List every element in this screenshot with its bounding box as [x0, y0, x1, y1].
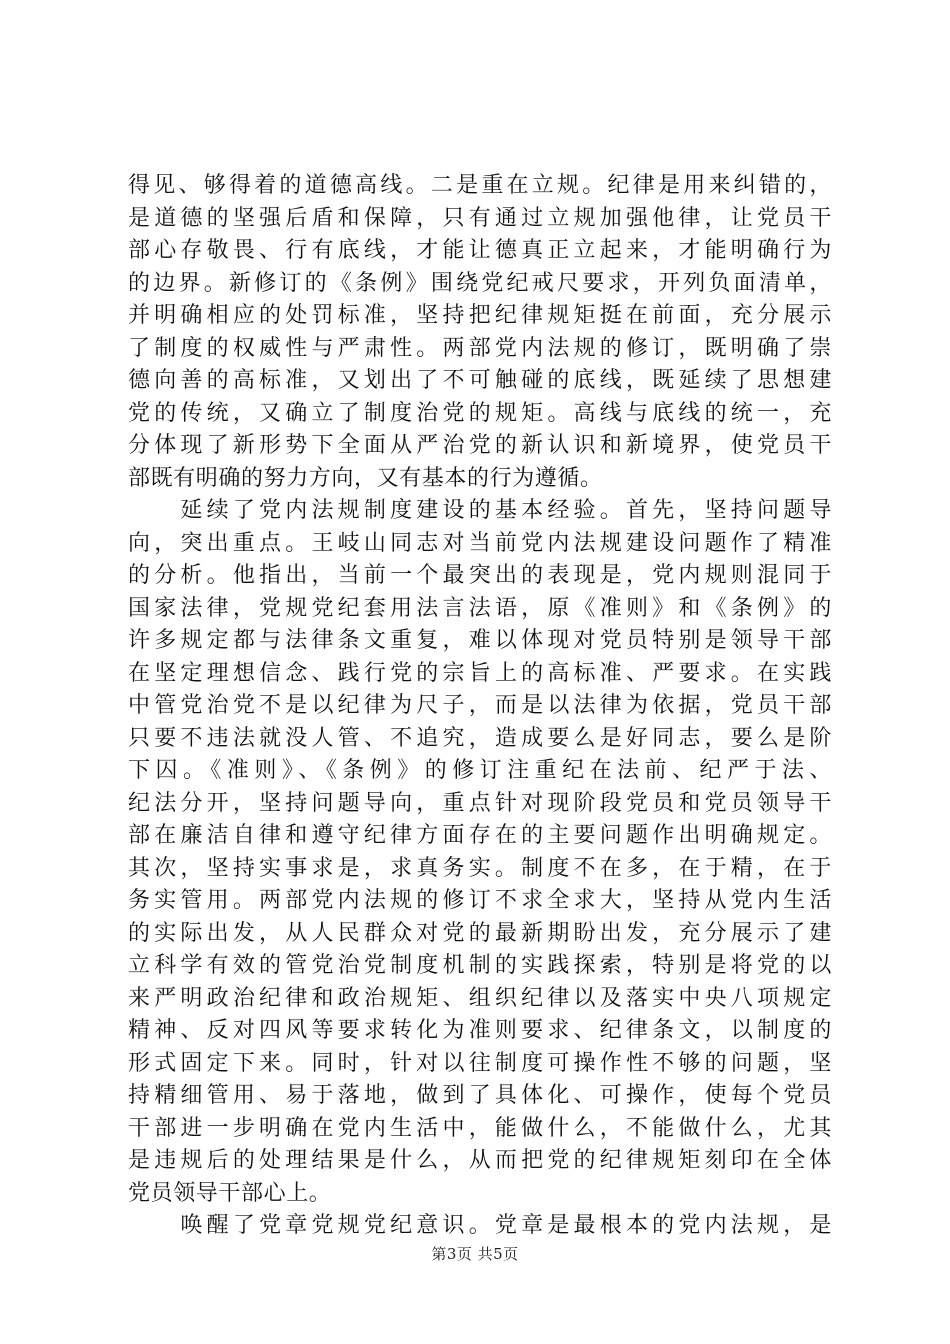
- text-line: 的实际出发，从人民群众对党的最新期盼出发，充分展示了建: [128, 920, 832, 946]
- text-line: 许多规定都与法律条文重复，难以体现对党员特别是领导干部: [128, 628, 832, 653]
- text-line: 其次，坚持实事求是，求真务实。制度不在多，在于精，在于: [128, 855, 832, 881]
- text-line: 了制度的权威性与严肃性。两部党内法规的修订，既明确了崇: [128, 335, 832, 361]
- text-line: 形式固定下来。同时，针对以往制度可操作性不够的问题，坚: [128, 1050, 832, 1076]
- text-line: 部在廉洁自律和遵守纪律方面存在的主要问题作出明确规定。: [128, 823, 832, 848]
- text-line: 持精细管用、易于落地，做到了具体化、可操作，使每个党员: [128, 1083, 832, 1108]
- body-text: [128, 170, 832, 1243]
- text-line: 下囚。《准则》、《条例》的修订注重纪在法前、纪严于法、: [128, 758, 832, 783]
- text-line: 的边界。新修订的《条例》围绕党纪戒尺要求，开列负面清单，: [128, 270, 832, 296]
- text-line: 分体现了新形势下全面从严治党的新认识和新境界，使党员干: [128, 433, 832, 458]
- page-footer: [0, 1243, 950, 1264]
- text-line: 国家法律，党规党纪套用法言法语，原《准则》和《条例》的: [128, 595, 832, 621]
- text-line: 向，突出重点。王岐山同志对当前党内法规建设问题作了精准: [128, 530, 832, 556]
- text-line: 只要不违法就没人管、不追究，造成要么是好同志，要么是阶: [128, 725, 832, 751]
- text-line: 部心存敬畏、行有底线，才能让德真正立起来，才能明确行为: [128, 238, 832, 263]
- text-line: 是违规后的处理结果是什么，从而把党的纪律规矩刻印在全体: [128, 1148, 832, 1173]
- text-line: 务实管用。两部党内法规的修订不求全求大，坚持从党内生活: [128, 888, 832, 913]
- text-line: 中管党治党不是以纪律为尺子，而是以法律为依据，党员干部: [128, 693, 832, 718]
- text-line: 干部进一步明确在党内生活中，能做什么，不能做什么，尤其: [128, 1115, 832, 1141]
- text-line: 立科学有效的管党治党制度机制的实践探索，特别是将党的以: [128, 953, 832, 978]
- text-line-paragraph-end: 党员领导干部心上。: [128, 1180, 332, 1206]
- text-line: 是道德的坚强后盾和保障，只有通过立规加强他律，让党员干: [128, 205, 832, 231]
- text-line-paragraph-end: 部既有明确的努力方向，又有基本的行为遵循。: [128, 465, 603, 491]
- page-number-label: 第3页 共5页: [431, 1245, 519, 1263]
- text-line: 德向善的高标准，又划出了不可触碰的底线，既延续了思想建: [128, 368, 832, 393]
- text-line-paragraph-start: 唤醒了党章党规党纪意识。党章是最根本的党内法规，是: [128, 1213, 832, 1238]
- text-line: 在坚定理想信念、践行党的宗旨上的高标准、严要求。在实践: [128, 660, 832, 686]
- text-line: 来严明政治纪律和政治规矩、组织纪律以及落实中央八项规定: [128, 985, 832, 1011]
- text-line: 并明确相应的处罚标准，坚持把纪律规矩挺在前面，充分展示: [128, 303, 832, 328]
- text-line: 党的传统，又确立了制度治党的规矩。高线与底线的统一，充: [128, 400, 832, 426]
- text-line: 得见、够得着的道德高线。二是重在立规。纪律是用来纠错的，: [128, 173, 832, 198]
- text-line: 精神、反对四风等要求转化为准则要求、纪律条文，以制度的: [128, 1018, 832, 1043]
- text-line: 纪法分开，坚持问题导向，重点针对现阶段党员和党员领导干: [128, 790, 832, 816]
- text-line-paragraph-start: 延续了党内法规制度建设的基本经验。首先，坚持问题导: [128, 498, 832, 523]
- text-line: 的分析。他指出，当前一个最突出的表现是，党内规则混同于: [128, 563, 832, 588]
